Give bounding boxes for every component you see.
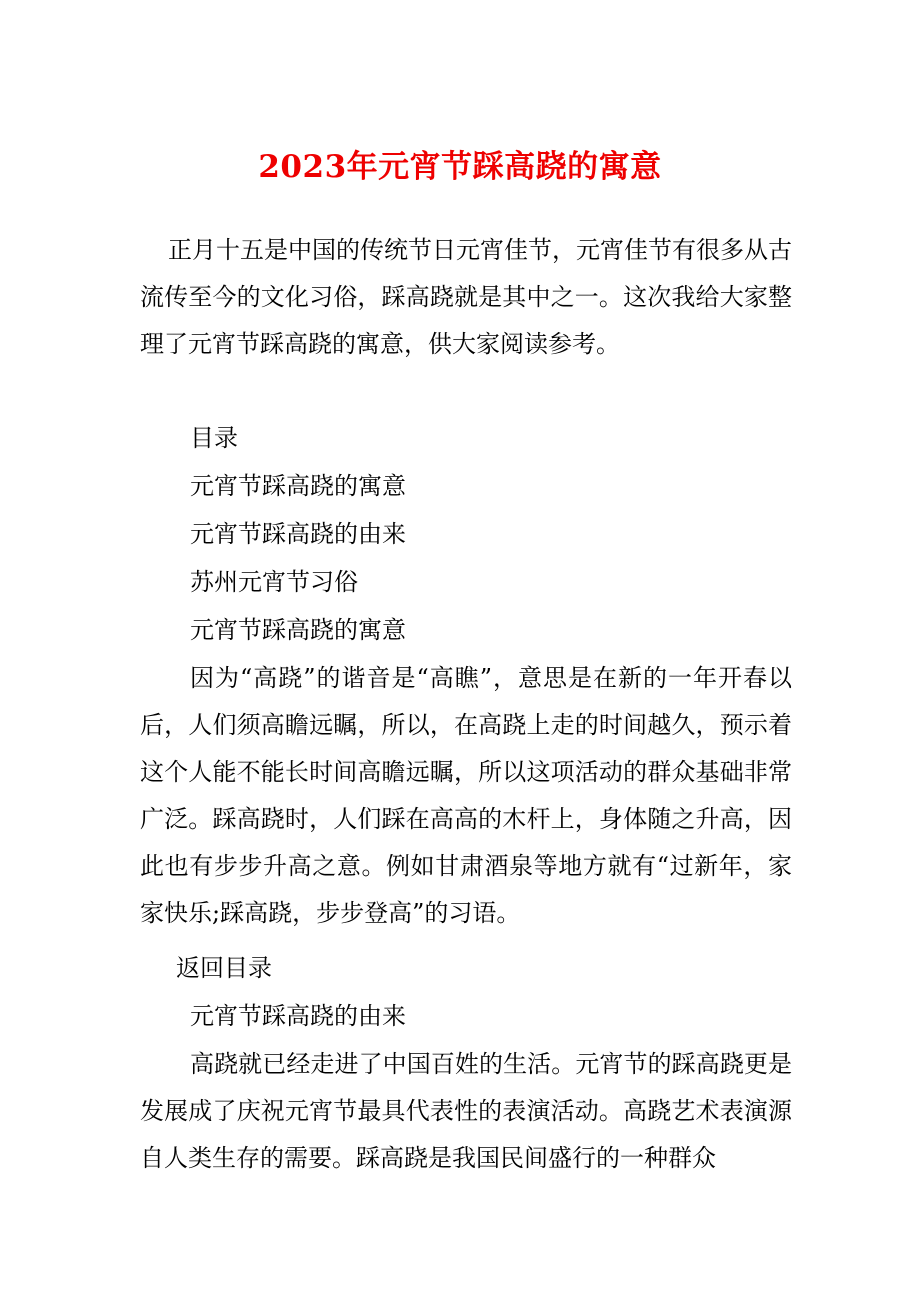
intro-paragraph: 正月十五是中国的传统节日元宵佳节，元宵佳节有很多从古流传至今的文化习俗，踩高跷就是其中之一。这次我给大家整理了元宵节踩高跷的寓意，供大家阅读参考。 [140,236,792,358]
toc-link-suzhou-customs[interactable]: 苏州元宵节习俗 [190,568,358,596]
toc-link-meaning[interactable]: 元宵节踩高跷的寓意 [190,472,406,500]
section-heading-origin: 元宵节踩高跷的由来 [190,1002,406,1030]
section-heading-meaning: 元宵节踩高跷的寓意 [190,616,406,644]
section-body-meaning: 因为“高跷”的谐音是“高瞧”，意思是在新的一年开春以后，人们须高瞻远瞩，所以，在高跷上走的时间越久，预示着这个人能不能长时间高瞻远瞩，所以这项活动的群众基础非常广泛。踩高跷时，人们踩在高高的木杆上，身体随之升高，因此也有步步升高之意。例如甘肃酒泉等地方就有“过新年，家家快乐;踩高跷，步步登高”的习语。 [140,664,792,927]
document-title: 2023年元宵节踩高跷的寓意 [258,149,662,185]
back-to-toc-link[interactable]: 返回目录 [176,954,272,982]
toc-link-origin[interactable]: 元宵节踩高跷的由来 [190,520,406,548]
toc-heading: 目录 [190,424,238,452]
section-body-origin: 高跷就已经走进了中国百姓的生活。元宵节的踩高跷更是发展成了庆祝元宵节最具代表性的表演活动。高跷艺术表演源自人类生存的需要。踩高跷是我国民间盛行的一种群众 [140,1050,792,1172]
